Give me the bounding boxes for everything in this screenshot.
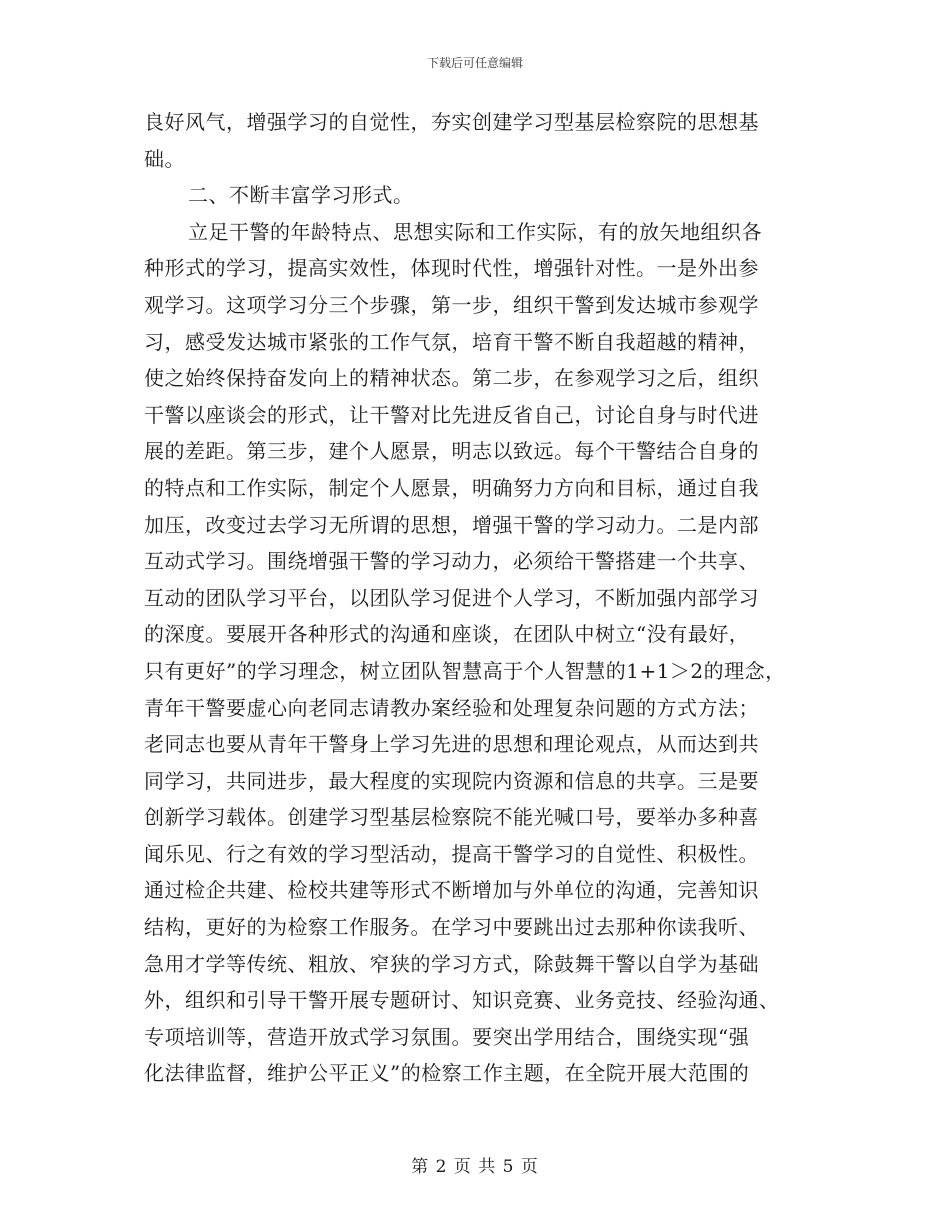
text-line: 只有更好”的学习理念，树立团队智慧高于个人智慧的1+1＞2的理念， [144,658,786,683]
text-line: 的深度。要展开各种形式的沟通和座谈，在团队中树立“没有最好， [144,622,750,647]
text-line: 化法律监督，维护公平正义”的检察工作主题，在全院开展大范围的 [144,1061,750,1086]
page-header-note: 下载后可任意编辑 [426,56,523,70]
text-line: 青年干警要虚心向老同志请教办案经验和处理复杂问题的方式方法； [144,695,759,720]
text-line: 立足干警的年龄特点、思想实际和工作实际，有的放矢地组织各 [188,219,762,244]
text-line: 通过检企共建、检校共建等形式不断增加与外单位的沟通，完善知识 [144,878,759,903]
text-line: 专项培训等，营造开放式学习氛围。要突出学用结合，围绕实现“强 [144,1024,750,1049]
text-line: 干警以座谈会的形式，让干警对比先进反省自己，讨论自身与时代进 [144,402,759,427]
text-line: 互动式学习。围绕增强干警的学习动力，必须给干警搭建一个共享、 [144,549,759,574]
text-line: 同学习，共同进步，最大程度的实现院内资源和信息的共享。三是要 [144,768,759,793]
text-line: 互动的团队学习平台，以团队学习促进个人学习，不断加强内部学习 [144,585,759,610]
text-line: 使之始终保持奋发向上的精神状态。第二步，在参观学习之后，组织 [144,366,759,391]
text-line: 结构，更好的为检察工作服务。在学习中要跳出过去那种你读我听、 [144,915,759,940]
text-line: 种形式的学习，提高实效性，体现时代性，增强针对性。一是外出参 [144,256,759,281]
text-line: 习，感受发达城市紧张的工作气氛，培育干警不断自我超越的精神， [144,329,759,354]
text-line: 础。 [144,146,185,171]
text-line: 加压，改变过去学习无所谓的思想，增强干警的学习动力。二是内部 [144,512,759,537]
text-line: 老同志也要从青年干警身上学习先进的思想和理论观点，从而达到共 [144,732,759,757]
text-line: 的特点和工作实际，制定个人愿景，明确努力方向和目标，通过自我 [144,475,759,500]
text-line: 良好风气，增强学习的自觉性，夯实创建学习型基层检察院的思想基 [144,110,759,134]
text-line: 展的差距。第三步，建个人愿景，明志以致远。每个干警结合自身的 [144,439,759,464]
text-line: 外，组织和引导干警开展专题研讨、知识竞赛、业务竞技、经验沟通、 [144,988,780,1013]
text-line: 创新学习载体。创建学习型基层检察院不能光喊口号，要举办多种喜 [144,805,759,830]
document-body [144,104,816,1092]
text-line: 观学习。这项学习分三个步骤，第一步，组织干警到发达城市参观学 [144,292,759,317]
text-line: 急用才学等传统、粗放、窄狭的学习方式，除鼓舞干警以自学为基础 [144,951,759,976]
section-heading: 二、不断丰富学习形式。 [188,183,414,208]
text-line: 闻乐见、行之有效的学习型活动，提高干警学习的自觉性、积极性。 [144,841,759,866]
page-number: 第 2 页 共 5 页 [411,1157,539,1177]
